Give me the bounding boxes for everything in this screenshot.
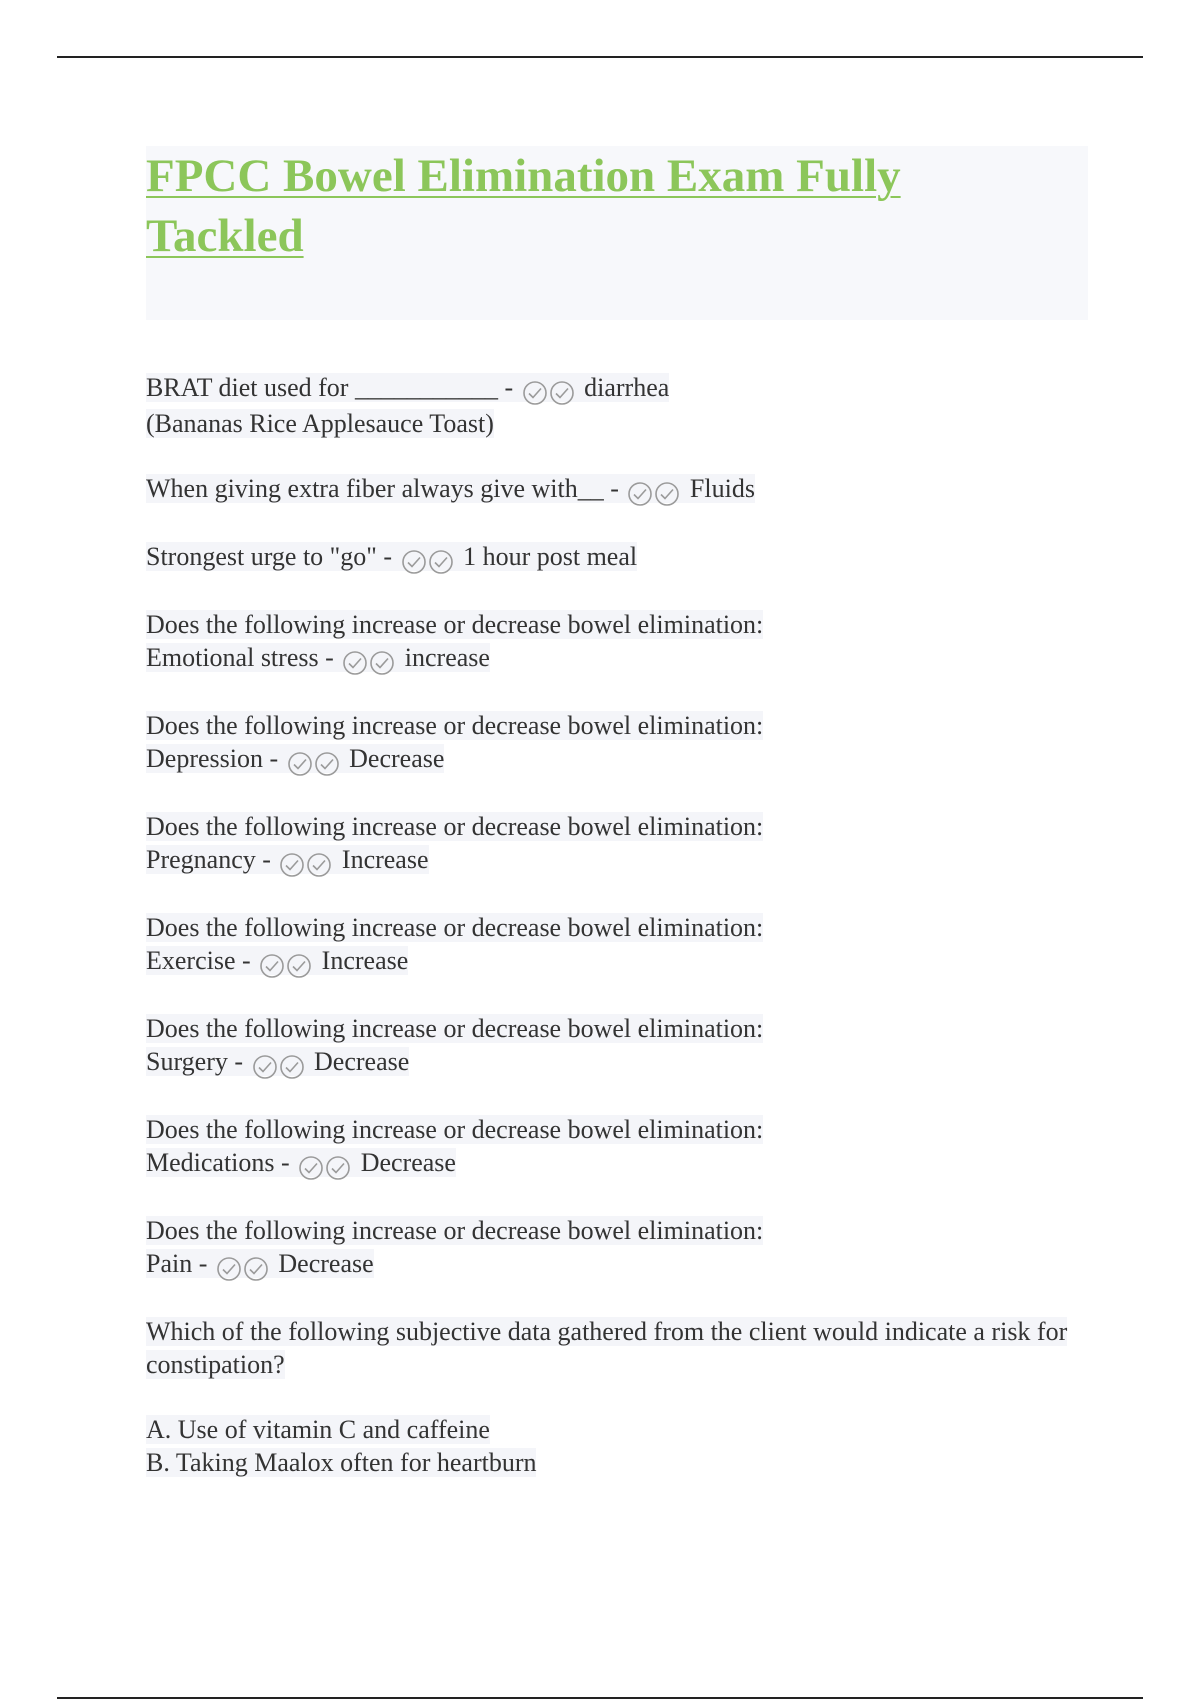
double-check-icon: [216, 1250, 270, 1283]
qa-answer: Decrease: [360, 1148, 456, 1177]
qa-question: Medications -: [146, 1148, 290, 1177]
qa-answer: diarrhea: [584, 373, 670, 402]
qa-lead: Does the following increase or decrease bowel elimination:: [146, 711, 764, 740]
double-check-icon: [259, 947, 313, 980]
qa-question: Pain -: [146, 1249, 208, 1278]
qa-answer: Decrease: [349, 744, 445, 773]
qa-lead: Does the following increase or decrease bowel elimination:: [146, 913, 764, 942]
qa-question: Emotional stress -: [146, 643, 334, 672]
qa-question: Strongest urge to "go" -: [146, 542, 393, 571]
qa-item: [146, 472, 1086, 508]
qa-item: [146, 810, 1086, 879]
qa-item: [146, 608, 1086, 677]
qa-question: When giving extra fiber always give with__ -: [146, 474, 619, 503]
qa-lead: Does the following increase or decrease bowel elimination:: [146, 1115, 764, 1144]
qa-item: [146, 709, 1086, 778]
question-text: Which of the following subjective data gathered from the client would indicate a risk for constipation?: [146, 1317, 1068, 1379]
qa-answer: Decrease: [278, 1249, 374, 1278]
qa-list: [146, 371, 1086, 1283]
qa-question: Surgery -: [146, 1047, 244, 1076]
option-a: A. Use of vitamin C and caffeine: [146, 1415, 490, 1444]
qa-question: Exercise -: [146, 946, 251, 975]
qa-answer: Increase: [341, 845, 429, 874]
qa-item: [146, 1214, 1086, 1283]
double-check-icon: [252, 1048, 306, 1081]
answer-options: [146, 1413, 1086, 1479]
option-b: B. Taking Maalox often for heartburn: [146, 1448, 537, 1477]
qa-extra: (Bananas Rice Applesauce Toast): [146, 409, 494, 438]
qa-question: Depression -: [146, 744, 279, 773]
qa-lead: Does the following increase or decrease bowel elimination:: [146, 610, 764, 639]
document-body: [146, 371, 1086, 1511]
double-check-icon: [627, 475, 681, 508]
double-check-icon: [522, 374, 576, 407]
qa-item: [146, 1012, 1086, 1081]
bottom-rule: [57, 1697, 1143, 1699]
qa-question: Pregnancy -: [146, 845, 271, 874]
qa-answer: Fluids: [689, 474, 755, 503]
qa-question: BRAT diet used for ___________ -: [146, 373, 514, 402]
qa-item: [146, 911, 1086, 980]
document-title[interactable]: FPCC Bowel Elimination Exam Fully Tackled: [146, 150, 901, 262]
qa-item: [146, 540, 1086, 576]
qa-lead: Does the following increase or decrease bowel elimination:: [146, 812, 764, 841]
qa-lead: Does the following increase or decrease bowel elimination:: [146, 1216, 764, 1245]
qa-answer: 1 hour post meal: [463, 542, 638, 571]
qa-item: [146, 371, 1086, 440]
double-check-icon: [298, 1149, 352, 1182]
qa-answer: increase: [404, 643, 490, 672]
double-check-icon: [401, 543, 455, 576]
top-rule: [57, 56, 1143, 58]
double-check-icon: [287, 745, 341, 778]
qa-answer: Increase: [321, 946, 409, 975]
qa-answer: Decrease: [314, 1047, 410, 1076]
question-block: [146, 1315, 1086, 1381]
qa-lead: Does the following increase or decrease bowel elimination:: [146, 1014, 764, 1043]
double-check-icon: [279, 846, 333, 879]
double-check-icon: [342, 644, 396, 677]
qa-item: [146, 1113, 1086, 1182]
